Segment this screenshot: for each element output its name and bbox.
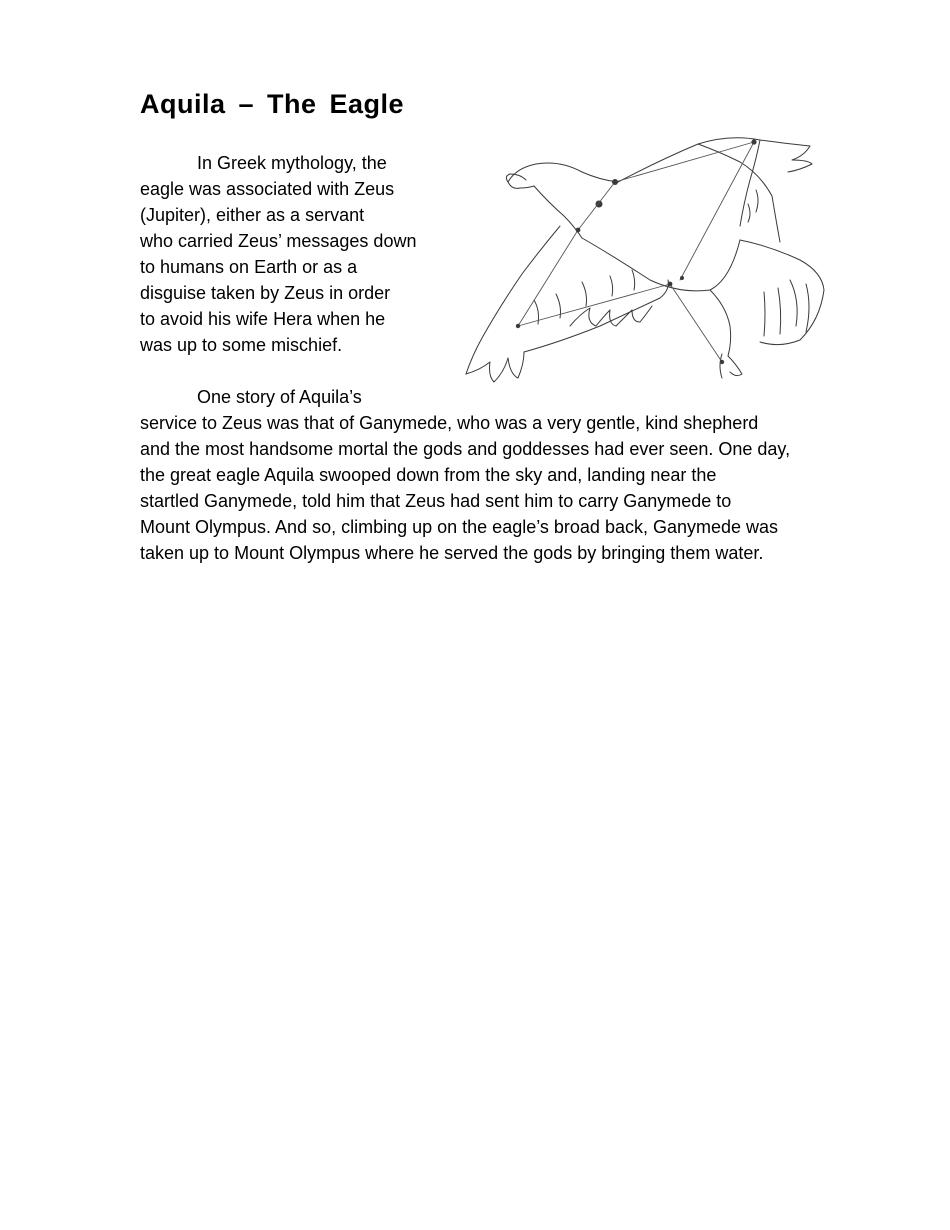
- paragraph-1-line: who carried Zeus’ messages down: [140, 231, 417, 251]
- paragraph-1-line: to avoid his wife Hera when he: [140, 309, 386, 329]
- paragraph-1-line: eagle was associated with Zeus: [140, 179, 395, 199]
- page-title: Aquila – The Eagle: [140, 89, 405, 119]
- paragraph-1-line: disguise taken by Zeus in order: [140, 283, 391, 303]
- paragraph-2-line: the great eagle Aquila swooped down from the sky and, landing near the: [140, 465, 717, 485]
- paragraph-2-line: and the most handsome mortal the gods and goddesses had ever seen. One day,: [140, 439, 791, 459]
- paragraph-2-line: One story of Aquila’s: [197, 387, 362, 407]
- paragraph-2-line: Mount Olympus. And so, climbing up on the eagle’s broad back, Ganymede was: [140, 517, 779, 537]
- paragraph-1-line: In Greek mythology, the: [197, 153, 387, 173]
- paragraph-2-line: startled Ganymede, told him that Zeus had sent him to carry Ganymede to: [140, 491, 732, 511]
- paragraph-1-line: (Jupiter), either as a servant: [140, 205, 365, 225]
- paragraph-1-line: to humans on Earth or as a: [140, 257, 358, 277]
- paragraph-1-line: was up to some mischief.: [140, 335, 343, 355]
- eagle-constellation-drawing-icon: [460, 130, 835, 390]
- paragraph-2-line: taken up to Mount Olympus where he served the gods by bringing them water.: [140, 543, 764, 563]
- paragraph-2-line: service to Zeus was that of Ganymede, who was a very gentle, kind shepherd: [140, 413, 759, 433]
